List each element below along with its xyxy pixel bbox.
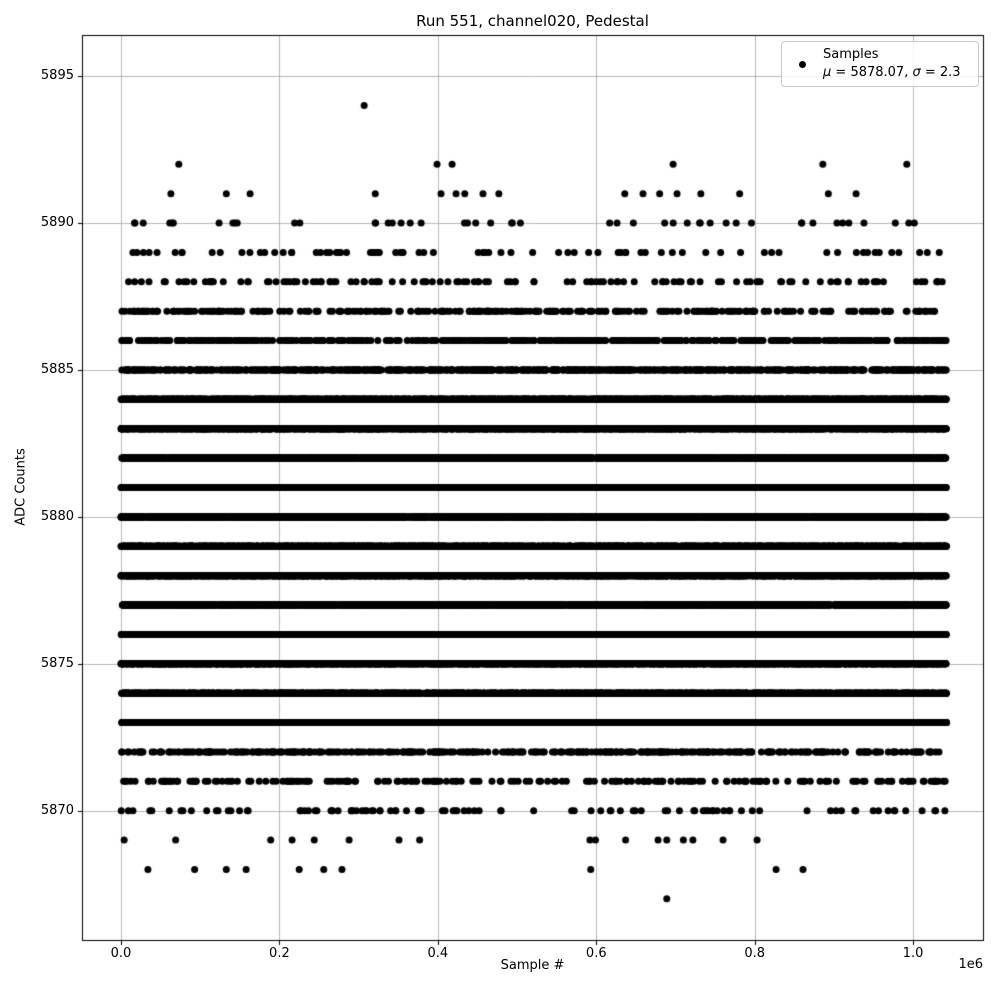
x-tick-label: 0.2 xyxy=(269,946,290,961)
y-tick-label: 5870 xyxy=(40,802,74,818)
x-tick-label: 0.8 xyxy=(744,946,766,961)
x-tick-label: 0.4 xyxy=(427,946,449,961)
legend-marker-column xyxy=(782,61,823,68)
y-tick-label: 5890 xyxy=(40,215,74,231)
chart-title: Run 551, channel020, Pedestal xyxy=(416,12,649,30)
x-axis-label: Sample # xyxy=(500,958,565,973)
y-axis-label: ADC Counts xyxy=(13,448,29,526)
mu-symbol: μ xyxy=(823,65,832,80)
x-axis-offset-label: 1e6 xyxy=(958,957,983,972)
legend xyxy=(781,41,979,87)
legend-entry-stats xyxy=(823,64,961,82)
y-tick-label: 5880 xyxy=(40,508,74,524)
legend-sample-marker-icon xyxy=(799,61,806,68)
x-tick-label: 1.0 xyxy=(902,946,924,961)
y-tick-label: 5875 xyxy=(40,655,74,671)
y-tick-label: 5895 xyxy=(40,68,74,84)
sigma-symbol: σ xyxy=(912,65,921,80)
mu-value: = 5878.07, xyxy=(831,65,913,80)
sigma-value: = 2.3 xyxy=(920,65,961,80)
legend-entry-samples: Samples xyxy=(823,47,879,62)
x-tick-label: 0.0 xyxy=(110,946,132,961)
x-tick-label: 0.6 xyxy=(585,946,607,961)
y-tick-label: 5885 xyxy=(40,361,74,377)
legend-text xyxy=(823,46,961,82)
